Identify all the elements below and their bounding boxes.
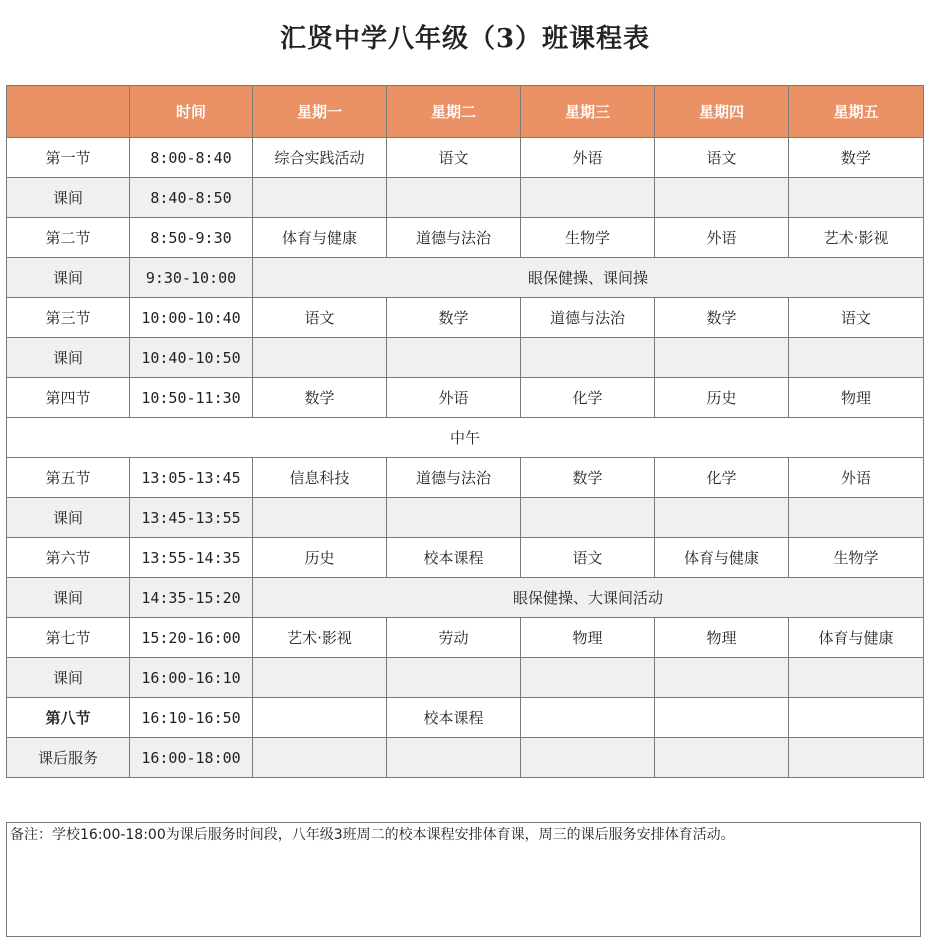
table-row (7, 338, 924, 378)
period-label: 课间 (7, 338, 130, 378)
subject-cell: 外语 (655, 218, 789, 258)
subject-cell: 艺术·影视 (789, 218, 924, 258)
period-time: 15:20-16:00 (130, 618, 253, 658)
page-title: 汇贤中学八年级（3）班课程表 (279, 24, 651, 54)
subject-cell (521, 658, 655, 698)
period-time: 8:40-8:50 (130, 178, 253, 218)
subject-cell (521, 698, 655, 738)
header-thursday: 星期四 (655, 86, 789, 138)
subject-cell: 体育与健康 (655, 538, 789, 578)
table-row (7, 258, 924, 298)
subject-cell: 外语 (789, 458, 924, 498)
table-row (7, 458, 924, 498)
period-time: 13:05-13:45 (130, 458, 253, 498)
period-time: 9:30-10:00 (130, 258, 253, 298)
header-monday: 星期一 (253, 86, 387, 138)
subject-cell: 物理 (655, 618, 789, 658)
subject-cell: 数学 (789, 138, 924, 178)
header-row (7, 86, 924, 138)
header-friday: 星期五 (789, 86, 924, 138)
subject-cell: 生物学 (521, 218, 655, 258)
subject-cell: 语文 (253, 298, 387, 338)
subject-cell: 生物学 (789, 538, 924, 578)
subject-cell (253, 658, 387, 698)
table-row (7, 498, 924, 538)
subject-cell (253, 178, 387, 218)
period-time: 8:00-8:40 (130, 138, 253, 178)
subject-cell (521, 498, 655, 538)
subject-cell: 历史 (253, 538, 387, 578)
subject-cell (521, 338, 655, 378)
timetable (6, 85, 924, 778)
period-label: 课间 (7, 498, 130, 538)
period-label: 第八节 (7, 698, 130, 738)
merged-activity-cell: 眼保健操、大课间活动 (253, 578, 924, 618)
subject-cell: 艺术·影视 (253, 618, 387, 658)
period-label: 第一节 (7, 138, 130, 178)
subject-cell (387, 338, 521, 378)
subject-cell (253, 738, 387, 778)
header-corner (7, 86, 130, 138)
subject-cell (253, 498, 387, 538)
noon-cell: 中午 (7, 418, 924, 458)
subject-cell (789, 498, 924, 538)
subject-cell: 道德与法治 (521, 298, 655, 338)
period-label: 课间 (7, 178, 130, 218)
table-row (7, 658, 924, 698)
period-time: 16:00-16:10 (130, 658, 253, 698)
table-row (7, 298, 924, 338)
period-time: 10:50-11:30 (130, 378, 253, 418)
subject-cell (253, 338, 387, 378)
table-row (7, 698, 924, 738)
subject-cell (789, 738, 924, 778)
period-label: 课间 (7, 658, 130, 698)
subject-cell: 信息科技 (253, 458, 387, 498)
header-tuesday: 星期二 (387, 86, 521, 138)
remarks-box: 备注：学校16:00-18:00为课后服务时间段，八年级3班周二的校本课程安排体育课，周三的课后服务安排体育活动。 (6, 822, 921, 937)
subject-cell: 物理 (521, 618, 655, 658)
period-label: 第六节 (7, 538, 130, 578)
subject-cell: 体育与健康 (789, 618, 924, 658)
subject-cell: 化学 (521, 378, 655, 418)
table-row (7, 178, 924, 218)
subject-cell: 外语 (521, 138, 655, 178)
period-time: 10:40-10:50 (130, 338, 253, 378)
subject-cell (789, 698, 924, 738)
subject-cell (655, 658, 789, 698)
subject-cell (655, 338, 789, 378)
subject-cell: 语文 (521, 538, 655, 578)
table-row (7, 378, 924, 418)
table-row (7, 138, 924, 178)
period-label: 课间 (7, 578, 130, 618)
subject-cell: 道德与法治 (387, 458, 521, 498)
subject-cell (387, 178, 521, 218)
subject-cell: 外语 (387, 378, 521, 418)
period-time: 14:35-15:20 (130, 578, 253, 618)
subject-cell (253, 698, 387, 738)
table-row (7, 578, 924, 618)
subject-cell (521, 178, 655, 218)
period-time: 13:55-14:35 (130, 538, 253, 578)
subject-cell: 数学 (387, 298, 521, 338)
subject-cell: 道德与法治 (387, 218, 521, 258)
subject-cell: 物理 (789, 378, 924, 418)
subject-cell: 语文 (789, 298, 924, 338)
subject-cell (387, 498, 521, 538)
subject-cell: 化学 (655, 458, 789, 498)
table-row (7, 538, 924, 578)
table-row (7, 418, 924, 458)
subject-cell (655, 738, 789, 778)
period-label: 第七节 (7, 618, 130, 658)
subject-cell: 校本课程 (387, 698, 521, 738)
period-time: 8:50-9:30 (130, 218, 253, 258)
header-time: 时间 (130, 86, 253, 138)
period-time: 13:45-13:55 (130, 498, 253, 538)
subject-cell: 数学 (521, 458, 655, 498)
period-label: 课后服务 (7, 738, 130, 778)
subject-cell (387, 738, 521, 778)
period-label: 第四节 (7, 378, 130, 418)
subject-cell: 语文 (387, 138, 521, 178)
subject-cell (387, 658, 521, 698)
subject-cell: 数学 (253, 378, 387, 418)
header-wednesday: 星期三 (521, 86, 655, 138)
period-time: 10:00-10:40 (130, 298, 253, 338)
subject-cell (521, 738, 655, 778)
subject-cell: 校本课程 (387, 538, 521, 578)
merged-activity-cell: 眼保健操、课间操 (253, 258, 924, 298)
subject-cell (655, 698, 789, 738)
table-row (7, 218, 924, 258)
subject-cell: 综合实践活动 (253, 138, 387, 178)
subject-cell (789, 658, 924, 698)
subject-cell: 语文 (655, 138, 789, 178)
table-row (7, 738, 924, 778)
period-time: 16:00-18:00 (130, 738, 253, 778)
period-label: 第三节 (7, 298, 130, 338)
period-label: 第五节 (7, 458, 130, 498)
subject-cell (789, 338, 924, 378)
subject-cell: 历史 (655, 378, 789, 418)
subject-cell (789, 178, 924, 218)
table-row (7, 618, 924, 658)
subject-cell (655, 178, 789, 218)
subject-cell: 数学 (655, 298, 789, 338)
period-time: 16:10-16:50 (130, 698, 253, 738)
period-label: 课间 (7, 258, 130, 298)
period-label: 第二节 (7, 218, 130, 258)
subject-cell (655, 498, 789, 538)
subject-cell: 体育与健康 (253, 218, 387, 258)
timetable-body (7, 138, 924, 778)
subject-cell: 劳动 (387, 618, 521, 658)
